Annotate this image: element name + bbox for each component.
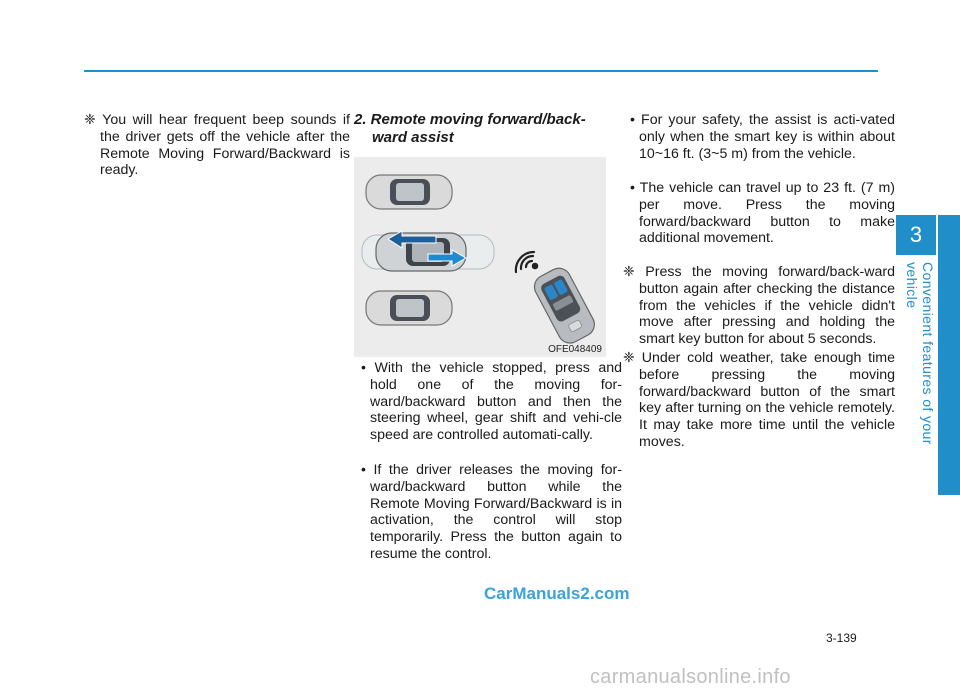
watermark-text: carmanualsonline.info <box>590 666 791 688</box>
chapter-side-bar <box>938 215 960 495</box>
chapter-title: Convenient features of your vehicle <box>904 262 936 445</box>
signal-waves-icon <box>516 252 537 272</box>
parked-car-bottom <box>366 291 452 325</box>
list-item: • The vehicle can travel up to 23 ft. (7 m) per move. Press the moving forward/backward button to make additional movement. <box>630 180 895 247</box>
list-item: • With the vehicle stopped, press and hold one of the moving for-ward/backward button and then the steering wheel, gear shift and vehi-cle speed are controlled automati-cally. <box>361 360 622 444</box>
info-note: ❈ Under cold weather, take enough time before pressing the moving forward/backward button of the smart key after turning on the vehicle remotely. It may take more time until the vehicle moves. <box>623 350 895 450</box>
remote-parking-illustration <box>354 157 606 357</box>
info-note: ❈ You will hear frequent beep sounds if the driver gets off the vehicle after the Remote Moving Forward/Backward is ready. <box>84 112 350 179</box>
header-rule <box>84 70 878 72</box>
chapter-number-tab: 3 <box>896 215 936 255</box>
smart-key-icon <box>530 264 598 347</box>
parked-car-top <box>366 175 452 209</box>
info-note: ❈ Press the moving forward/back-ward button again after checking the distance from the vehicles if the vehicle didn't move after pressing and holding the smart key button for about 5 seconds. <box>623 264 895 348</box>
page-number: 3-139 <box>826 631 857 645</box>
list-item: • For your safety, the assist is acti-vated only when the smart key is within about 10~16 ft. (3~5 m) from the vehicle. <box>630 112 895 162</box>
illustration-figure <box>354 157 606 357</box>
section-heading: 2. Remote moving forward/back-ward assist <box>354 111 586 146</box>
watermark-link[interactable]: CarManuals2.com <box>484 584 630 603</box>
figure-code: OFE048409 <box>548 344 602 355</box>
list-item: • If the driver releases the moving for-ward/backward button while the Remote Moving Forward/Backward is in activation, the control will stop temporarily. Press the button again to resume the control. <box>361 462 622 562</box>
